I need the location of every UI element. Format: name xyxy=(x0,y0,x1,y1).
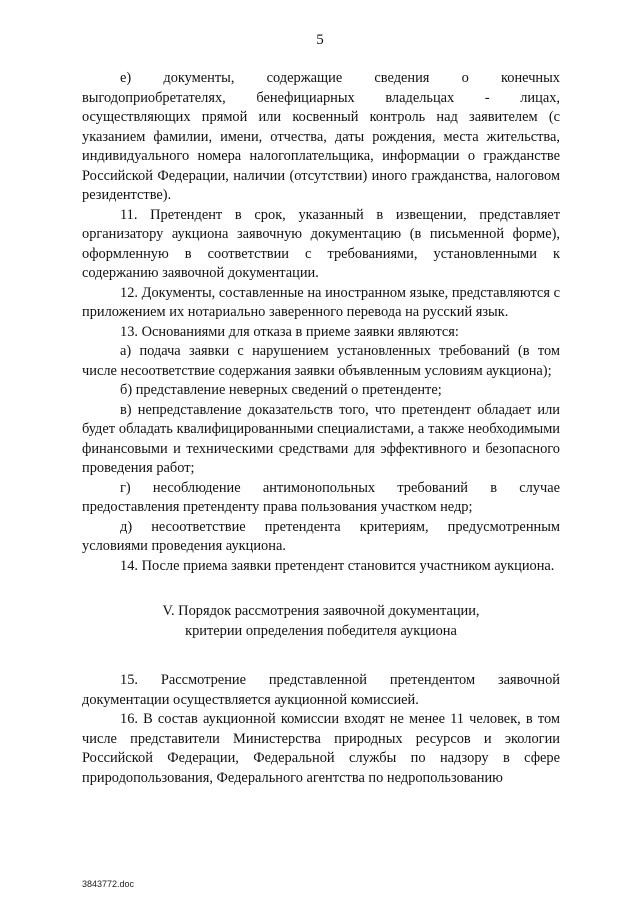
page-number: 5 xyxy=(316,32,324,48)
section-heading xyxy=(82,602,560,641)
section-heading-line-2: критерии определения победителя аукциона xyxy=(185,622,457,639)
paragraph-item-e: е) документы, содержащие сведения о конечных выгодоприобретателях, бенефициарных владельцах - лицах, осуществляющих прямой или косвенный контроль над заявителем (с указанием фамилии, имени, отчества, даты рождения, места жительства, индивидуального номера налогоплательщика, информации о гражданстве Российской Федерации, наличии (отсутствии) иного гражданства, налоговом резидентстве). xyxy=(82,70,560,203)
document-body xyxy=(82,69,560,788)
paragraph-11: 11. Претендент в срок, указанный в извещении, представляет организатору аукциона заявочную документацию (в письменной форме), оформленную в соответствии с требованиями, установленными к содержанию заявочной документации. xyxy=(82,206,560,281)
paragraph-14: 14. После приема заявки претендент становится участником аукциона. xyxy=(120,557,555,574)
paragraph-13-g: г) несоблюдение антимонопольных требований в случае предоставления претенденту права пользования участком недр; xyxy=(82,479,560,515)
footer-doc-code: 3843772.doc xyxy=(82,879,135,889)
paragraph-15: 15. Рассмотрение представленной претендентом заявочной документации осуществляется аукционной комиссией. xyxy=(82,672,560,708)
paragraph-16: 16. В состав аукционной комиссии входят не менее 11 человек, в том числе представители Министерства природных ресурсов и экологии Российской Федерации, Федеральной службы по надзору в сфере природопользования, Федерального агентства по недропользованию xyxy=(82,711,560,786)
paragraph-12: 12. Документы, составленные на иностранном языке, представляются с приложением их нотариально заверенного перевода на русский язык. xyxy=(82,284,560,320)
paragraph-13-a: а) подача заявки с нарушением установленных требований (в том числе несоответствие содержания заявки объявленным условиям аукциона); xyxy=(82,343,560,379)
paragraph-13-d: д) несоответствие претендента критериям, предусмотренным условиями проведения аукциона. xyxy=(82,518,560,554)
paragraph-13-b: б) представление неверных сведений о претенденте; xyxy=(120,382,442,398)
paragraph-13-v: в) непредставление доказательств того, что претендент обладает или будет обладать квалифицированными специалистами, а также необходимыми финансовыми и техническими средствами для эффективного и безопасного проведения работ; xyxy=(82,401,560,476)
section-heading-line-1: V. Порядок рассмотрения заявочной документации, xyxy=(162,603,480,619)
paragraph-13: 13. Основаниями для отказа в приеме заявки являются: xyxy=(120,323,459,340)
